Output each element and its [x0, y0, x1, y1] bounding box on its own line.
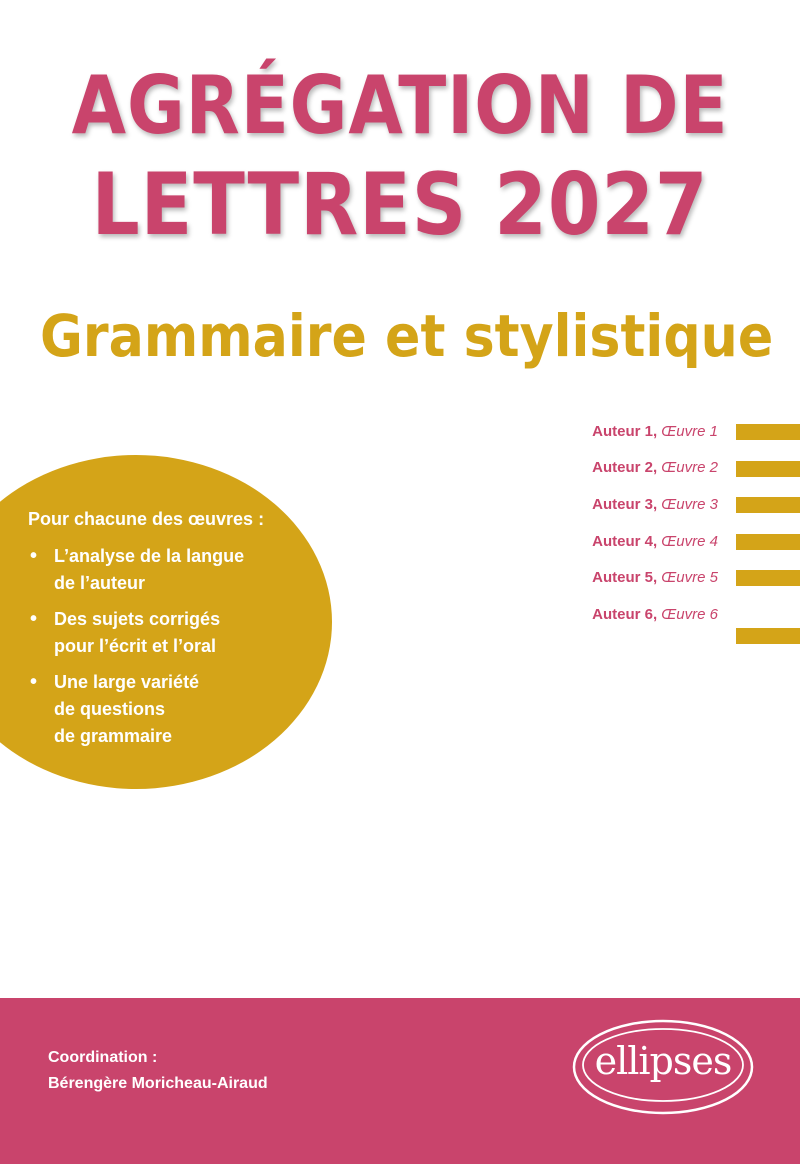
- highlight-item: [28, 543, 328, 597]
- divider-bar: [736, 628, 800, 644]
- work-item: [592, 569, 718, 586]
- highlight-line: de questions: [54, 699, 166, 719]
- divider-bar: [736, 424, 800, 440]
- work-title: Œuvre 1: [661, 423, 718, 440]
- subtitle: Grammaire et stylistique: [40, 302, 774, 370]
- highlights-list: [28, 543, 328, 750]
- work-author: Auteur 5,: [592, 569, 658, 586]
- coordinator-name: Bérengère Moricheau-Airaud: [48, 1075, 268, 1092]
- work-title: Œuvre 3: [661, 496, 718, 513]
- highlight-line: Des sujets corrigés: [54, 609, 221, 629]
- work-title: Œuvre 6: [661, 606, 718, 623]
- divider-bar: [736, 461, 800, 477]
- work-author: Auteur 3,: [592, 496, 658, 513]
- work-item: [592, 606, 718, 623]
- work-title: Œuvre 4: [661, 533, 718, 550]
- title-line-1: AGRÉGATION DE: [71, 59, 729, 152]
- work-author: Auteur 4,: [592, 533, 658, 550]
- work-title: Œuvre 2: [661, 459, 718, 476]
- work-author: Auteur 2,: [592, 459, 658, 476]
- highlights-heading: Pour chacune des œuvres :: [28, 509, 265, 529]
- highlight-line: de grammaire: [54, 726, 173, 746]
- highlight-line: de l’auteur: [54, 573, 146, 593]
- work-item: [592, 533, 718, 550]
- work-author: Auteur 6,: [592, 606, 658, 623]
- highlight-line: L’analyse de la langue: [54, 546, 245, 566]
- coordination-block: [48, 1045, 268, 1097]
- divider-bar: [736, 534, 800, 550]
- work-item: [592, 496, 718, 513]
- highlight-line: pour l’écrit et l’oral: [54, 636, 217, 656]
- highlight-line: Une large variété: [54, 672, 200, 692]
- publisher-logo: [570, 1015, 756, 1119]
- highlight-item: [28, 669, 328, 750]
- work-item: [592, 459, 718, 476]
- publisher-logo-text: ellipses: [594, 1039, 732, 1083]
- divider-bar: [736, 570, 800, 586]
- work-title: Œuvre 5: [661, 569, 718, 586]
- coordination-label: Coordination :: [48, 1049, 158, 1066]
- divider-bar: [736, 497, 800, 513]
- work-author: Auteur 1,: [592, 423, 658, 440]
- highlight-item: [28, 606, 328, 660]
- work-item: [592, 423, 718, 440]
- highlights-content: [28, 509, 328, 759]
- title-line-2: LETTRES 2027: [91, 155, 709, 255]
